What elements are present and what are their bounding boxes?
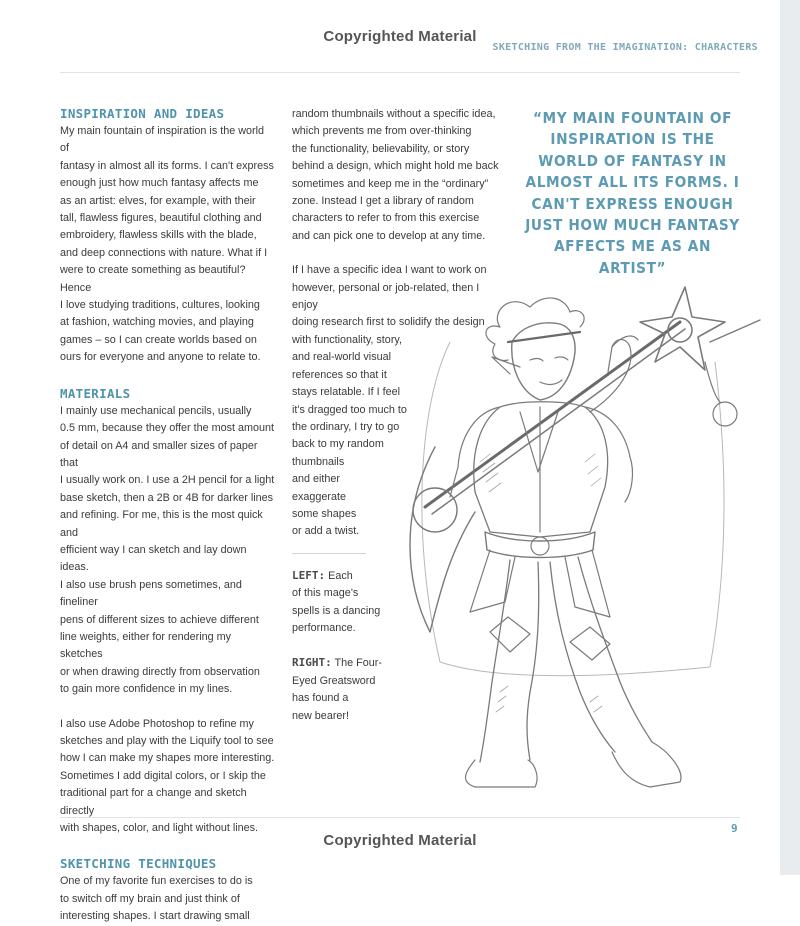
- text-line: some shapes: [292, 507, 357, 520]
- text-line: with functionality, story,: [292, 333, 403, 346]
- text-line: and real-world visual: [292, 351, 392, 364]
- text-line: sometimes and keep me in the “ordinary”: [292, 177, 489, 190]
- text-line: If I have a specific idea I want to work on: [292, 264, 487, 277]
- text-line: doing research first to solidify the design: [292, 316, 485, 329]
- text-line: and deep connections with nature. What if I: [60, 246, 268, 259]
- heading-inspiration: INSPIRATION AND IDEAS: [60, 106, 225, 121]
- text-line: interesting shapes. I start drawing small: [60, 910, 250, 923]
- caption-line: spells is a dancing: [292, 604, 381, 617]
- text-line: games – so I can create worlds based on: [60, 333, 257, 346]
- text-line: efficient way I can sketch and lay down ideas.: [60, 543, 247, 574]
- text-line: and can pick one to develop at any time.: [292, 229, 486, 242]
- text-line: traditional part for a change and sketch directly: [60, 787, 247, 817]
- caption-line: has found a: [292, 692, 349, 705]
- character-sketch-illustration: [380, 282, 770, 802]
- text-line: of detail on A4 and smaller sizes of paper that: [60, 439, 258, 469]
- page-number: 9: [731, 822, 738, 835]
- text-line: I also use Adobe Photoshop to refine my: [60, 717, 254, 730]
- caption-line: Each: [325, 569, 353, 582]
- watermark-bottom: Copyrighted Material: [323, 832, 477, 849]
- text-column-1: [60, 104, 275, 926]
- caption-divider: [292, 553, 366, 554]
- text-line: characters to refer to from this exercise: [292, 212, 480, 225]
- text-line: or when drawing directly from observation: [60, 665, 260, 678]
- caption-line: Eyed Greatsword: [292, 674, 376, 687]
- caption-line: The Four-: [331, 657, 382, 670]
- pull-quote: “MY MAIN FOUNTAIN OF INSPIRATION IS THE WORLD OF FANTASY IN ALMOST ALL ITS FORMS. I CAN'T EXPRESS ENOUGH JUST HOW MUCH FANTASY AFFECTS ME AS AN ARTIST”: [525, 109, 740, 277]
- text-line: My main fountain of inspiration is the world of: [60, 125, 265, 155]
- text-line: enough just how much fantasy affects me: [60, 177, 259, 190]
- text-line: Sometimes I add digital colors, or I skip the: [60, 769, 266, 782]
- text-line: line weights, either for rendering my sketches: [60, 630, 232, 661]
- header-rule: [60, 72, 740, 73]
- text-line: with shapes, color, and light without lines.: [60, 822, 259, 835]
- text-line: random thumbnails without a specific idea,: [292, 108, 496, 120]
- text-line: as an artist: elves, for example, with their: [60, 194, 256, 207]
- text-line: exaggerate: [292, 490, 347, 503]
- text-line: it's dragged too much to: [292, 403, 407, 416]
- text-line: base sketch, then a 2B or 4B for darker lines: [60, 491, 274, 504]
- text-line: 0.5 mm, because they offer the most amount: [60, 422, 275, 435]
- text-line: the functionality, believability, or story: [292, 142, 470, 155]
- text-line: or add a twist.: [292, 525, 360, 538]
- caption-line: performance.: [292, 621, 356, 634]
- text-line: I usually work on. I use a 2H pencil for a light: [60, 474, 275, 487]
- text-line: how I can make my shapes more interesting.: [60, 752, 275, 765]
- paragraph-inspiration: [60, 123, 275, 367]
- text-line: however, personal or job-related, then I enjoy: [292, 281, 480, 312]
- caption-left-label: LEFT:: [292, 568, 326, 582]
- text-line: behind a design, which might hold me back: [292, 160, 499, 173]
- caption-right-label: RIGHT:: [292, 656, 332, 670]
- text-line: back to my random: [292, 438, 384, 451]
- page-edge-strip: [780, 0, 800, 875]
- caption-line: new bearer!: [292, 709, 350, 722]
- text-line: zone. Instead I get a library of random: [292, 195, 474, 208]
- text-line: embroidery, flawless skills with the blade,: [60, 229, 257, 242]
- text-line: references so that it: [292, 368, 387, 381]
- text-line: and refining. For me, this is the most quick and: [60, 509, 263, 539]
- paragraph-materials: [60, 403, 275, 699]
- text-line: ours for everyone and anyone to relate to.: [60, 351, 261, 364]
- footer-rule: [60, 817, 740, 818]
- text-line: sketches and play with the Liquify tool to see: [60, 735, 274, 747]
- text-line: and either: [292, 473, 341, 486]
- text-line: One of my favorite fun exercises to do is: [60, 875, 253, 888]
- text-line: I love studying traditions, cultures, looking: [60, 299, 260, 312]
- text-line: were to create something as beautiful? Hence: [60, 264, 246, 294]
- text-line: fantasy in almost all its forms. I can't express: [60, 159, 274, 172]
- running-head: SKETCHING FROM THE IMAGINATION: CHARACTERS: [492, 42, 758, 53]
- heading-sketching-techniques: SKETCHING TECHNIQUES: [60, 856, 217, 872]
- paragraph-photoshop: [60, 716, 275, 838]
- text-line: which prevents me from over-thinking: [292, 125, 472, 138]
- paragraph-random-thumbnails: [292, 106, 507, 245]
- text-line: thumbnails: [292, 455, 345, 468]
- text-line: at fashion, watching movies, and playing: [60, 316, 254, 329]
- text-line: stays relatable. If I feel: [292, 386, 401, 399]
- paragraph-sketching: [60, 873, 275, 925]
- text-line: pens of different sizes to achieve different: [60, 613, 259, 626]
- heading-materials: MATERIALS: [60, 385, 131, 401]
- text-line: I mainly use mechanical pencils, usually: [60, 404, 252, 417]
- text-line: tall, flawless figures, beautiful clothing and: [60, 212, 262, 225]
- caption-line: of this mage's: [292, 587, 359, 600]
- text-line: I also use brush pens sometimes, and fineliner: [60, 578, 242, 609]
- watermark-top: Copyrighted Material: [323, 28, 477, 45]
- text-line: to gain more confidence in my lines.: [60, 683, 233, 696]
- text-line: the ordinary, I try to go: [292, 420, 400, 433]
- text-line: to switch off my brain and just think of: [60, 892, 240, 905]
